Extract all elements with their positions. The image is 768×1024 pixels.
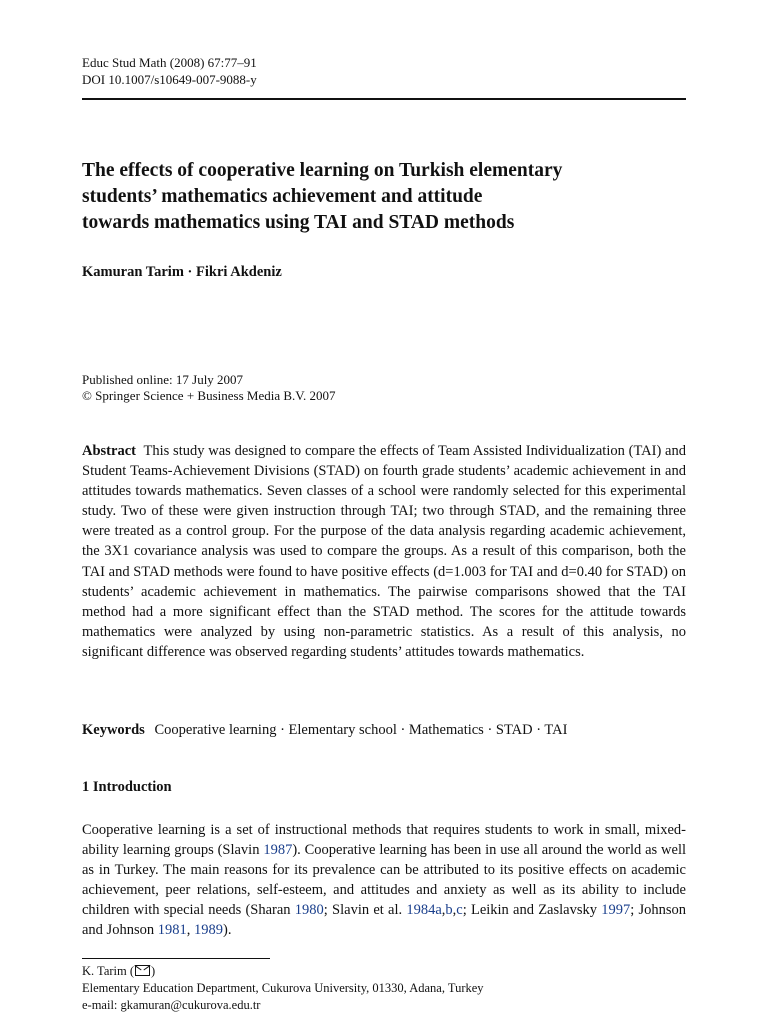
keywords-text: Cooperative learning · Elementary school · Mathematics · STAD · TAI bbox=[154, 722, 568, 738]
journal-citation: Educ Stud Math (2008) 67:77–91 bbox=[82, 55, 257, 70]
citation-link[interactable]: b bbox=[445, 902, 453, 919]
citation-link[interactable]: 1987 bbox=[263, 842, 293, 859]
intro-text: ; Leikin and Zaslavsky bbox=[462, 902, 602, 919]
published-date: Published online: 17 July 2007 bbox=[82, 372, 244, 387]
intro-text: ). Cooperative learning has been in use all around the world as well as in Turkey. The main reasons for its prevalence can be attributed to its positive effects on academic achievement, peer relations, self-esteem, and attitudes and anxiety as well as its ability to include children with special needs (Sharan bbox=[82, 842, 686, 919]
publication-info bbox=[82, 372, 335, 404]
abstract-label: Abstract bbox=[82, 443, 136, 459]
title-line: towards mathematics using TAI and STAD methods bbox=[82, 212, 515, 233]
section-heading-introduction: 1 Introduction bbox=[82, 779, 172, 795]
footnote-author: K. Tarim ( bbox=[82, 964, 135, 978]
footnote bbox=[82, 963, 484, 1014]
intro-text: ; Johnson and Johnson bbox=[82, 902, 687, 939]
citation-link[interactable]: c bbox=[456, 902, 463, 919]
journal-doi: DOI 10.1007/s10649-007-9088-y bbox=[82, 72, 257, 87]
footnote-rule bbox=[82, 958, 270, 959]
keywords bbox=[82, 722, 686, 739]
journal-header bbox=[82, 54, 257, 88]
paper-title bbox=[82, 158, 686, 236]
author-list: Kamuran Tarim · Fikri Akdeniz bbox=[82, 264, 282, 280]
intro-text: ). bbox=[222, 922, 232, 939]
header-rule bbox=[82, 98, 686, 100]
corresponding-author bbox=[82, 963, 484, 980]
author-email: e-mail: gkamuran@cukurova.edu.tr bbox=[82, 998, 261, 1012]
footnote-author-close: ) bbox=[151, 964, 156, 978]
introduction-paragraph bbox=[82, 820, 686, 941]
title-line: The effects of cooperative learning on Turkish elementary bbox=[82, 160, 563, 181]
intro-text: ; Slavin et al. bbox=[323, 902, 407, 919]
abstract-text: This study was designed to compare the effects of Team Assisted Individualization (TAI) and Student Teams-Achievement Divisions (STAD) on fourth grade students’ academic achievement in and attitudes towards mathematics. Seven classes of a school were randomly selected for this experimental study. Two of these were given instruction through TAI; two through STAD, and the remaining three were treated as a control group. For the purpose of the data analysis regarding academic achievement, the 3X1 covariance analysis was used to compare the groups. As a result of this comparison, both the TAI and STAD methods were found to have positive effects (d=1.003 for TAI and d=0.40 for STAD) on students’ academic achievement in mathematics. The pairwise comparisons showed that the TAI method had a more significant effect than the STAD method. The scores for the attitude towards mathematics were analyzed by using non-parametric statistics. As a result of this analysis, no significant difference was observed regarding students’ attitudes towards mathematics. bbox=[82, 443, 686, 660]
citation-link[interactable]: 1997 bbox=[601, 902, 631, 919]
citation-link[interactable]: 1984a bbox=[406, 902, 442, 919]
title-line: students’ mathematics achievement and attitude bbox=[82, 186, 483, 207]
citation-link[interactable]: 1980 bbox=[294, 902, 324, 919]
citation-link[interactable]: 1989 bbox=[193, 922, 223, 939]
intro-text: Cooperative learning is a set of instructional methods that requires students to work in small, mixed-ability learning groups (Slavin bbox=[82, 822, 686, 859]
citation-link[interactable]: 1981 bbox=[157, 922, 187, 939]
copyright-notice: © Springer Science + Business Media B.V. 2007 bbox=[82, 388, 336, 403]
intro-text: , bbox=[186, 922, 194, 939]
intro-text: , bbox=[441, 902, 446, 919]
abstract bbox=[82, 441, 686, 662]
keywords-label: Keywords bbox=[82, 722, 145, 738]
author-affiliation: Elementary Education Department, Cukurova University, 01330, Adana, Turkey bbox=[82, 981, 484, 995]
intro-text: , bbox=[452, 902, 457, 919]
mail-icon bbox=[135, 965, 150, 976]
